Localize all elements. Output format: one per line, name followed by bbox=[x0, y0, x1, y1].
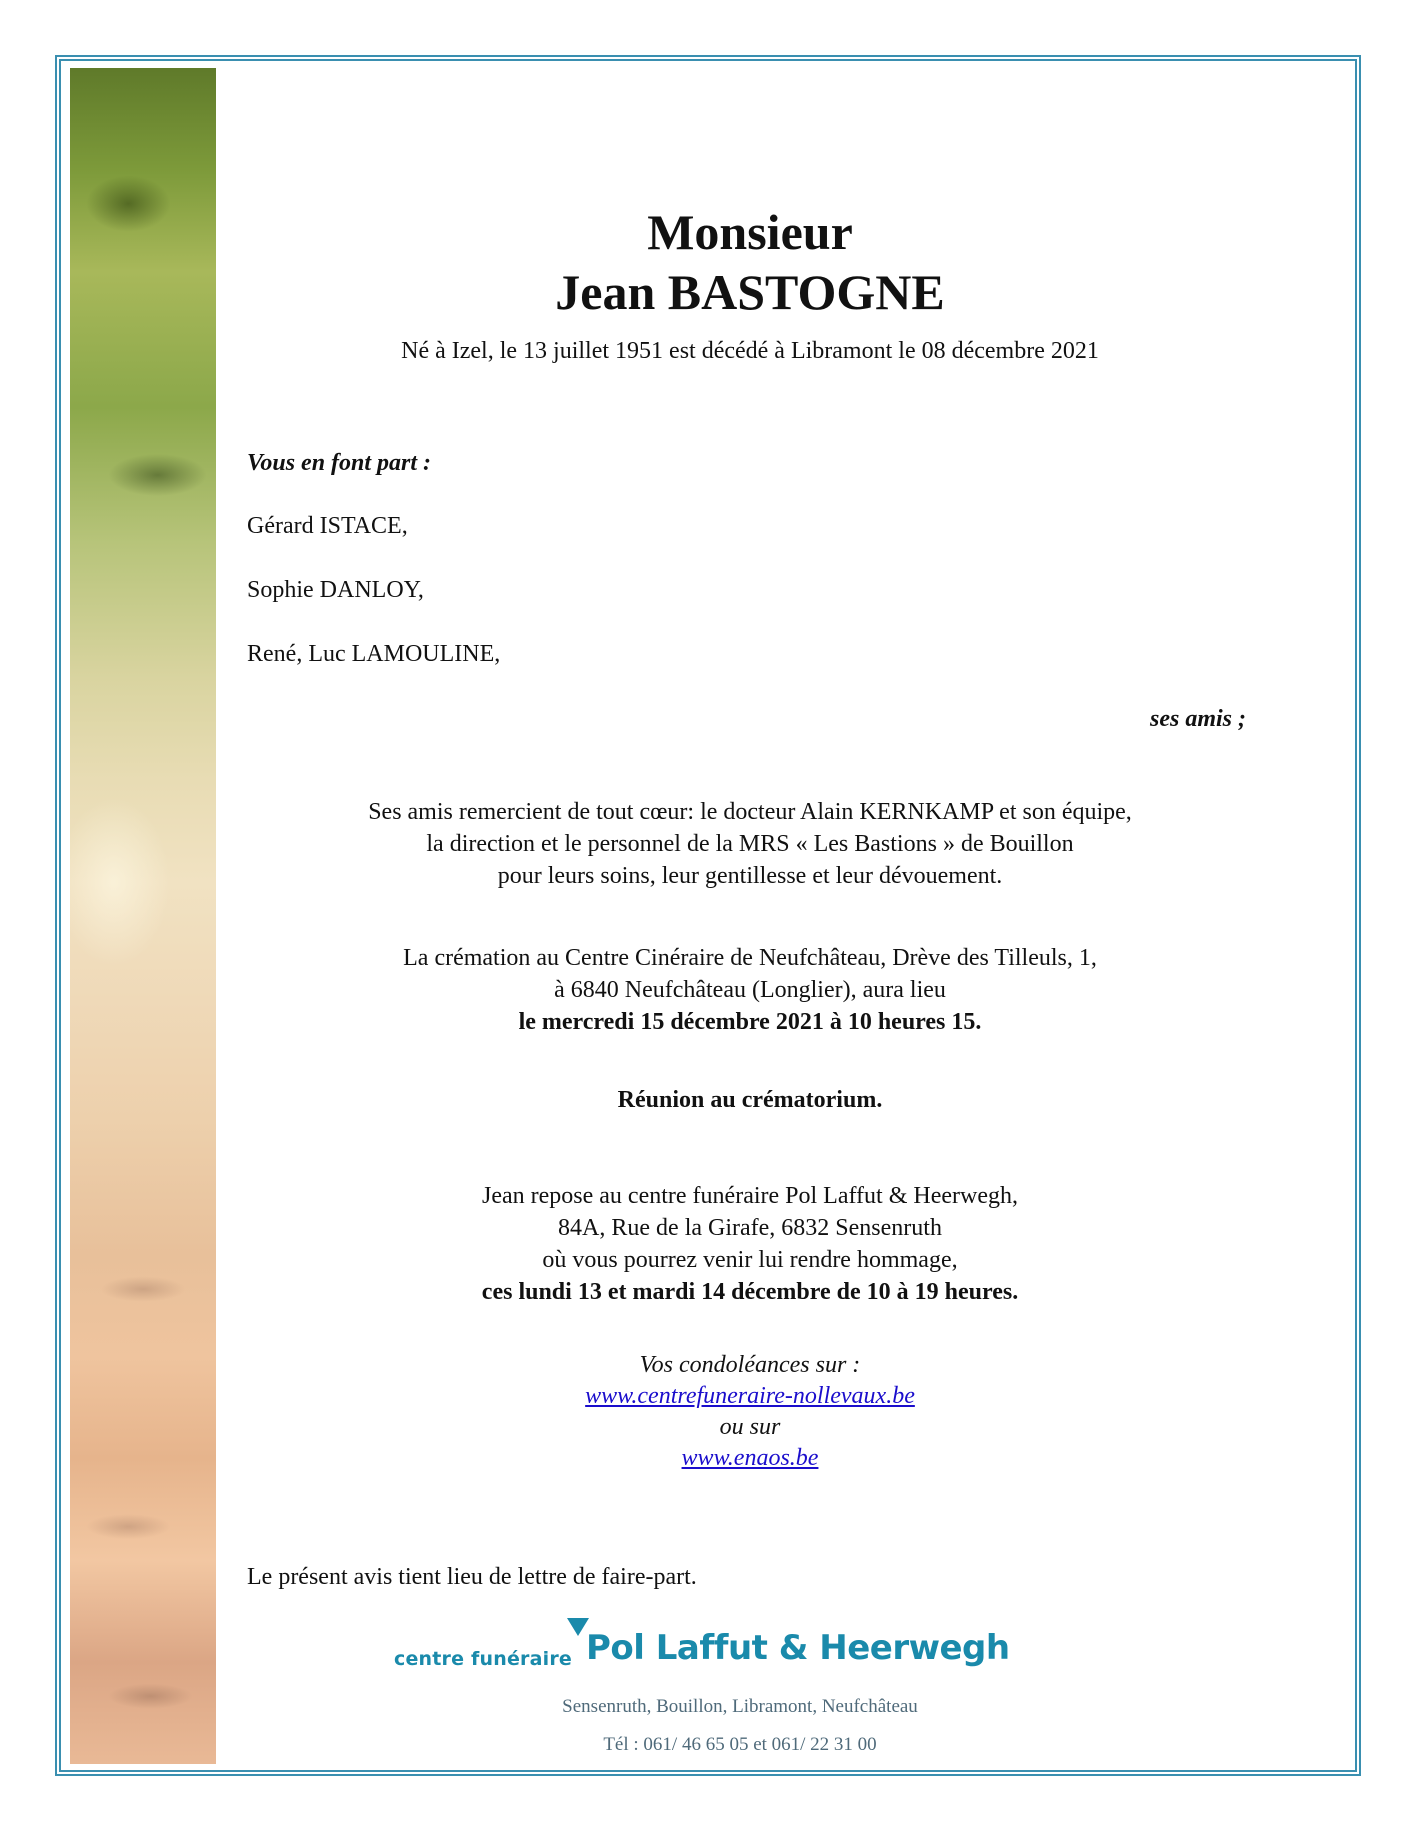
cremation-line: à 6840 Neufchâteau (Longlier), aura lieu bbox=[554, 977, 946, 1003]
cremation-paragraph bbox=[250, 942, 1250, 1038]
funeral-home-phone bbox=[250, 1734, 1250, 1756]
cremation-date: le mercredi 15 décembre 2021 à 10 heures 15. bbox=[518, 1009, 982, 1035]
faire-part-note: Le présent avis tient lieu de lettre de faire-part. bbox=[247, 1564, 697, 1590]
thanks-line: pour leurs soins, leur gentillesse et leur dévouement. bbox=[497, 863, 1003, 889]
family-name: Sophie DANLOY, bbox=[247, 577, 424, 603]
deceased-name: Jean BASTOGNE bbox=[555, 264, 945, 320]
funeral-home-logo bbox=[394, 1618, 1034, 1678]
funeral-home-locations bbox=[250, 1696, 1250, 1718]
visitation-line: Jean repose au centre funéraire Pol Laffut & Heerwegh, bbox=[482, 1183, 1018, 1209]
family-name: Gérard ISTACE, bbox=[247, 513, 408, 539]
forest-photo-strip bbox=[70, 68, 216, 1764]
visitation-dates: ces lundi 13 et mardi 14 décembre de 10 à 19 heures. bbox=[481, 1279, 1019, 1305]
locations-text: Sensenruth, Bouillon, Libramont, Neufchâteau bbox=[562, 1696, 918, 1717]
cremation-line: La crémation au Centre Cinéraire de Neufchâteau, Drève des Tilleuls, 1, bbox=[403, 945, 1097, 971]
visitation-line: où vous pourrez venir lui rendre hommage, bbox=[542, 1247, 958, 1273]
family-relation: ses amis ; bbox=[1150, 706, 1246, 732]
thanks-line: Ses amis remercient de tout cœur: le docteur Alain KERNKAMP et son équipe, bbox=[368, 799, 1132, 825]
condolences-link-enaos[interactable]: www.enaos.be bbox=[681, 1445, 819, 1471]
visitation-line: 84A, Rue de la Girafe, 6832 Sensenruth bbox=[558, 1215, 942, 1241]
visitation-paragraph bbox=[250, 1180, 1250, 1308]
title-honorific: Monsieur bbox=[647, 204, 853, 260]
meeting-note: Réunion au crématorium. bbox=[617, 1087, 883, 1113]
birth-death-line: Né à Izel, le 13 juillet 1951 est décédé à Libramont le 08 décembre 2021 bbox=[401, 338, 1099, 364]
family-name: René, Luc LAMOULINE, bbox=[247, 641, 501, 667]
condolences-section bbox=[250, 1350, 1250, 1474]
condolences-intro: Vos condoléances sur : bbox=[639, 1352, 861, 1378]
thanks-paragraph bbox=[250, 796, 1250, 892]
condolences-or: ou sur bbox=[719, 1414, 781, 1440]
phone-text: Tél : 061/ 46 65 05 et 061/ 22 31 00 bbox=[603, 1734, 877, 1755]
thanks-line: la direction et le personnel de la MRS « Les Bastions » de Bouillon bbox=[426, 831, 1074, 857]
logo-brand-name: Pol Laffut & Heerwegh bbox=[586, 1628, 1010, 1668]
logo-tagline: centre funéraire bbox=[394, 1648, 572, 1670]
family-heading: Vous en font part : bbox=[247, 450, 432, 476]
condolences-link-nollevaux[interactable]: www.centrefuneraire-nollevaux.be bbox=[585, 1383, 915, 1409]
